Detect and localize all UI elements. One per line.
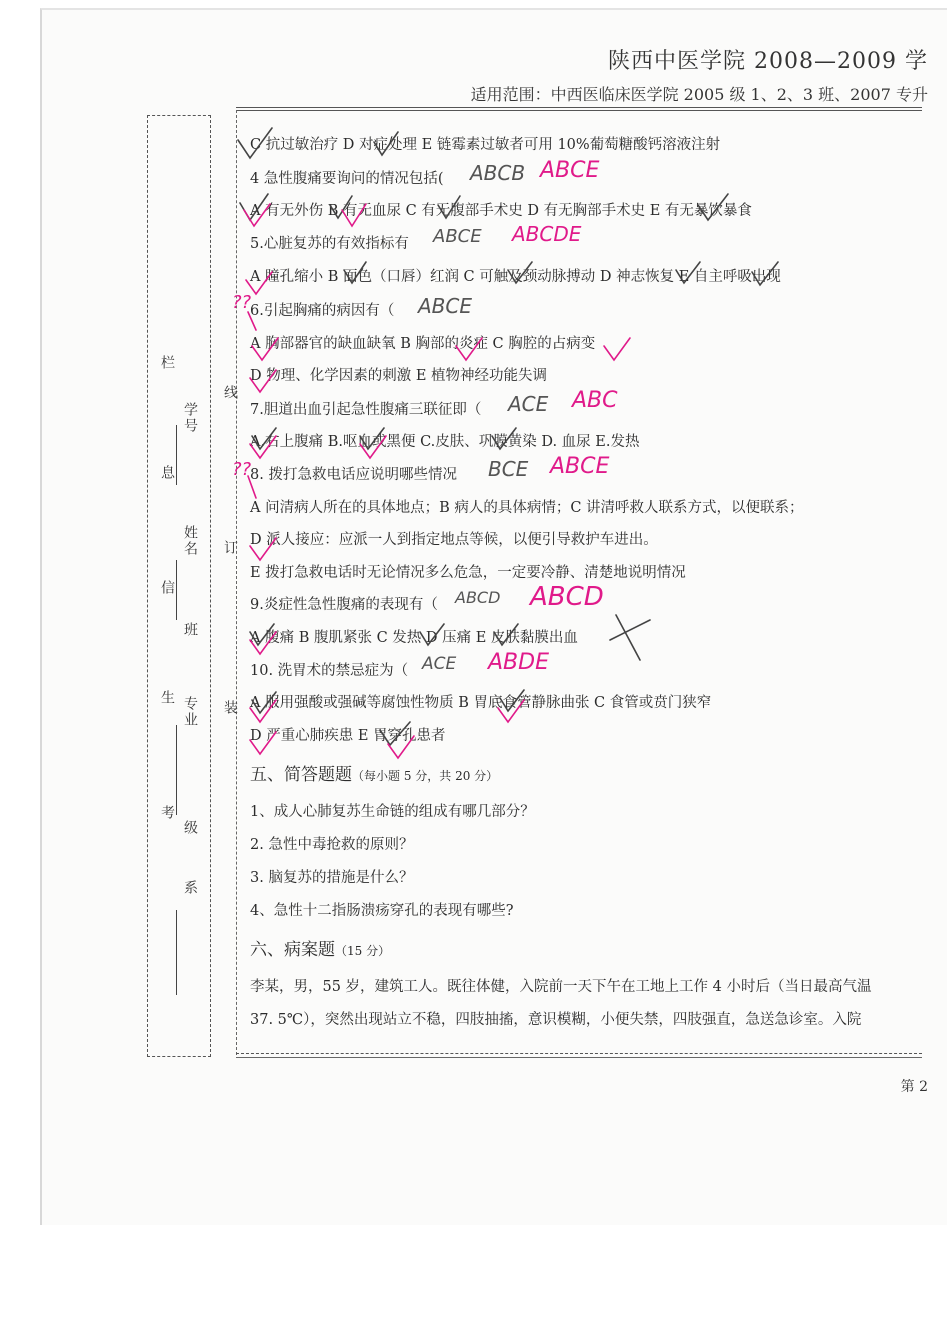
section6-note: （15 分） [335,944,391,958]
q5-stem: 5.心脏复苏的有效指标有 [250,236,409,252]
side-label-sheng: 生 [159,690,175,706]
section5-item-4: 4、急性十二指肠溃疡穿孔的表现有哪些? [250,903,514,919]
section5-heading [250,760,498,785]
q9-options: A 腹痛 B 腹肌紧张 C 发热 D 压痛 E 皮肤黏膜出血 [250,630,578,646]
q8-options-3: E 拨打急救电话时无论情况多么危急，一定要冷静、清楚地说明情况 [250,565,686,581]
q4-pencil-answer: ABCB [470,161,526,185]
q10-options-1: A 服用强酸或强碱等腐蚀性物质 B 胃底食管静脉曲张 C 食管或贲门狭窄 [250,695,712,711]
exam-scope: 适用范围：中西医临床医学院 2005 级 1、2、3 班、2007 专升 [470,85,928,104]
q5-pink-answer: ABCDE [512,222,582,246]
q7-pink-answer: ABC [572,388,618,413]
side-label-grade: 级 [182,820,198,836]
side-label-lan: 栏 [159,355,175,371]
binding-cut-line [236,110,237,1055]
case-text-2: 37. 5℃），突然出现站立不稳，四肢抽搐，意识模糊，小便失禁，四肢强直，急送急诊室。入院 [250,1012,862,1028]
case-text-1: 李某，男，55 岁，建筑工人。既往体健，入院前一天下午在工地上工作 4 小时后（当日最高气温 [250,979,872,995]
q6-question-mark: ?? [232,292,252,313]
q4-pink-answer: ABCE [540,158,600,183]
section5-item-3: 3. 脑复苏的措施是什么？ [250,870,414,886]
q8-stem: 8. 拨打急救电话应说明哪些情况 [250,467,457,483]
side-label-student-id: 学号 [182,402,198,434]
side-label-xian: 线 [222,385,238,401]
top-rule-double [236,110,922,111]
section5-item-1: 1、成人心肺复苏生命链的组成有哪几部分？ [250,804,535,820]
id-fill-line [176,425,177,485]
q8-pencil-answer: BCE [488,457,529,481]
section6-heading [250,935,390,960]
major-fill-line [176,725,177,815]
q5-options: A 瞳孔缩小 B 面色（口唇）红润 C 可触及颈动脉搏动 D 神志恢复 E 自主呼吸出现 [250,269,781,285]
side-label-department: 系 [182,880,198,896]
bottom-rule-solid [236,1057,922,1058]
q7-stem: 7.胆道出血引起急性腹痛三联征即（ [250,402,482,418]
page-number: 第 2 [900,1079,928,1095]
q4-options: A 有无外伤 B 有无血尿 C 有无腹部手术史 D 有无胸部手术史 E 有无暴饮暴食 [250,203,752,219]
section6-title: 六、病案题 [250,940,335,960]
q6-options-1: A 胸部器官的缺血缺氧 B 胸部的炎症 C 胸腔的占病变 [250,336,596,352]
q10-pencil-answer: ACE [422,654,457,674]
side-label-xin: 信 [159,580,175,596]
name-fill-line [176,560,177,620]
exam-title: 陕西中医学院 2008—2009 学 [608,49,928,74]
q7-pencil-answer: ACE [508,392,549,416]
q8-options-1: A 问清病人所在的具体地点；B 病人的具体病情；C 讲清呼救人联系方式，以便联系； [250,500,804,516]
q3-options: C 抗过敏治疗 D 对症处理 E 链霉素过敏者可用 10%葡萄糖酸钙溶液注射 [250,137,721,153]
q9-pink-answer: ABCD [530,582,604,612]
department-fill-line [176,910,177,995]
q6-pencil-answer: ABCE [418,294,473,318]
q10-options-2: D 严重心肺疾患 E 胃穿孔患者 [250,728,446,744]
side-label-name: 姓名 [182,525,198,557]
side-label-xi: 息 [159,465,175,481]
q9-pencil-answer: ABCD [455,588,501,607]
bottom-rule [236,1053,922,1054]
q4-stem: 4 急性腹痛要询问的情况包括( [250,171,444,187]
q7-options: A.右上腹痛 B.呕血或黑便 C.皮肤、巩膜黄染 D. 血尿 E.发热 [250,434,640,450]
side-label-zhuang: 装 [222,700,238,716]
q8-options-2: D 派人接应：应派一人到指定地点等候，以便引导救护车进出。 [250,532,658,548]
section5-note: （每小题 5 分，共 20 分） [352,769,499,783]
top-rule [236,107,922,108]
q10-stem: 10. 洗胃术的禁忌症为（ [250,663,409,679]
side-label-major: 专业 [182,696,198,728]
side-label-kao: 考 [159,805,175,821]
q10-pink-answer: ABDE [488,650,549,675]
q5-pencil-answer: ABCE [433,226,482,247]
q8-question-mark: ?? [232,459,252,480]
q6-stem: 6.引起胸痛的病因有（ [250,303,395,319]
q6-options-2: D 物理、化学因素的刺激 E 植物神经功能失调 [250,368,548,384]
section5-title: 五、简答题题 [250,765,352,785]
side-label-ding: 订 [222,540,238,556]
section5-item-2: 2. 急性中毒抢救的原则？ [250,837,414,853]
side-label-class: 班 [182,622,198,638]
q8-pink-answer: ABCE [550,454,610,479]
q9-stem: 9.炎症性急性腹痛的表现有（ [250,597,438,613]
